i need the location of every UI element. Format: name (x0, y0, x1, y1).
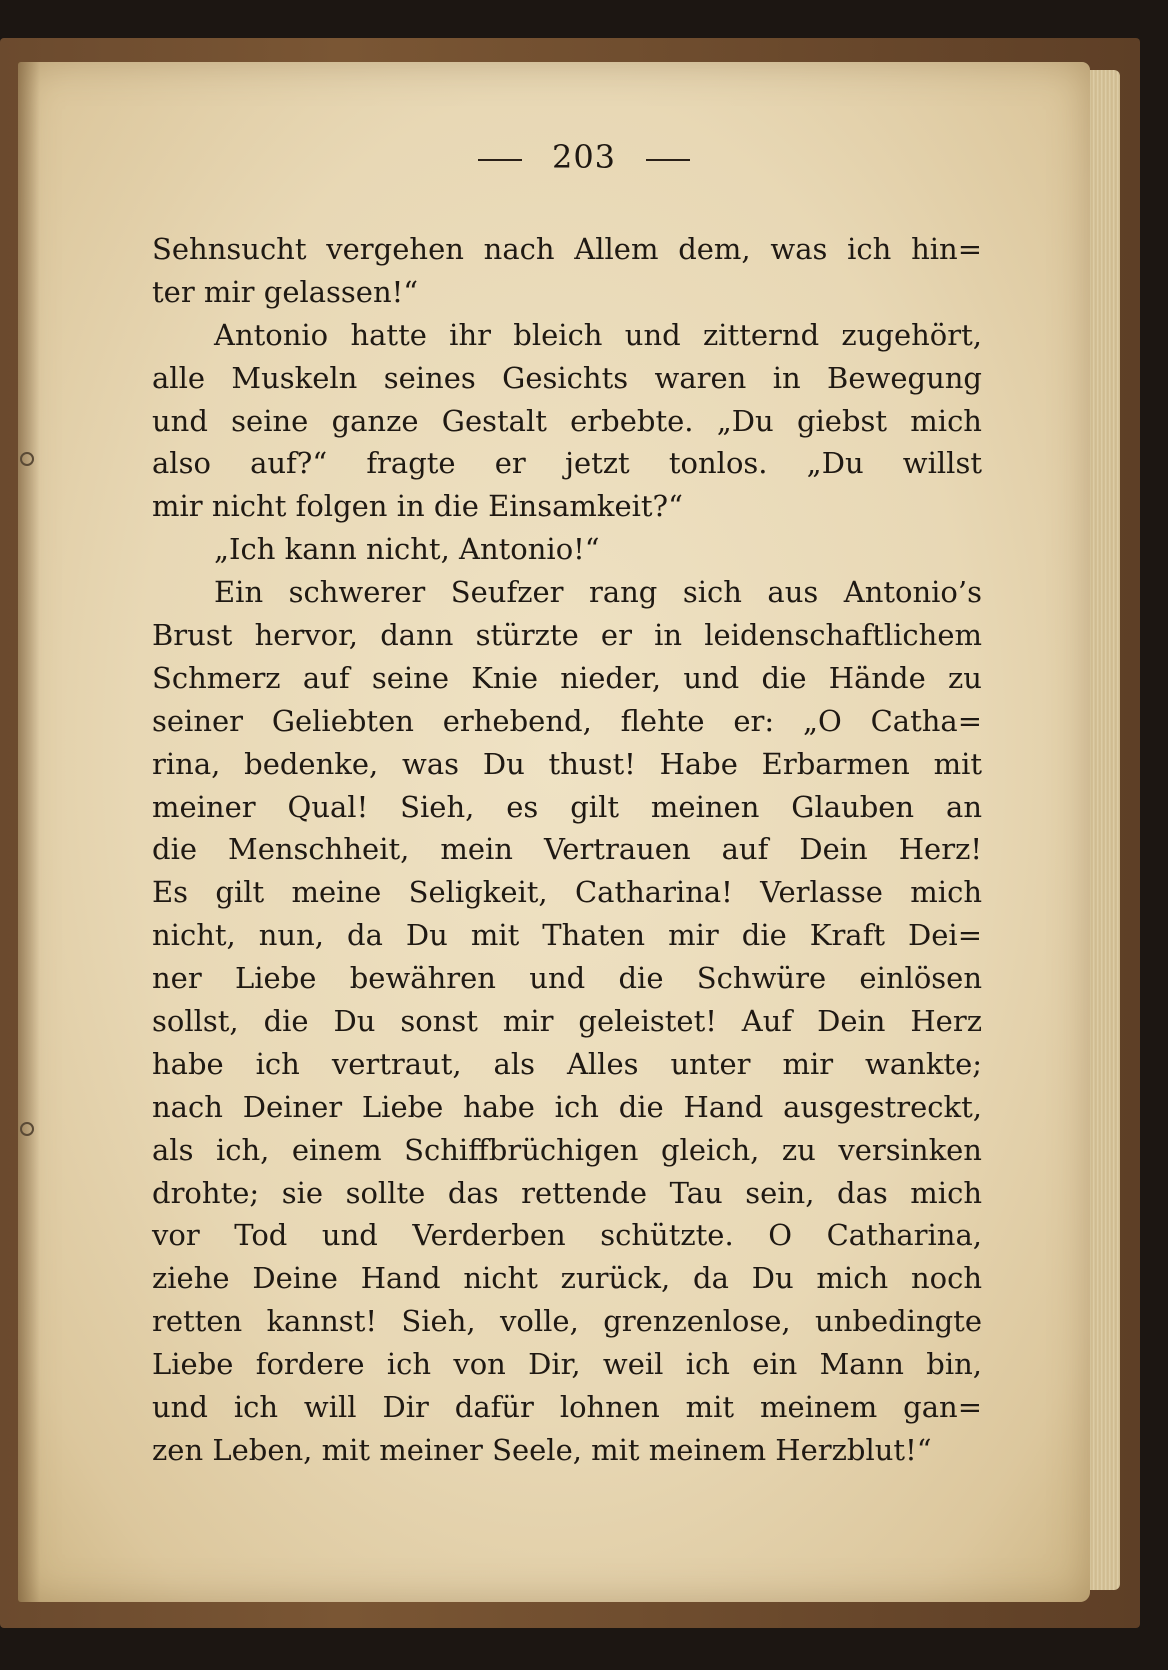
header-dash-left (478, 159, 522, 161)
text-line: Brust hervor, dann stürzte er in leidenschaftlichem (152, 618, 982, 653)
text-line: als ich, einem Schiffbrüchigen gleich, zu versinken (152, 1132, 982, 1167)
text-line: ter mir gelassen!“ (152, 274, 419, 309)
text-line: Ein schwerer Seufzer rang sich aus Antonio’s (214, 575, 982, 610)
text-line: die Menschheit, mein Vertrauen auf Dein Herz! (152, 832, 982, 867)
text-line: rina, bedenke, was Du thust! Habe Erbarmen mit (152, 746, 982, 781)
text-line: seiner Geliebten erhebend, flehte er: „O Catha= (152, 703, 982, 738)
header-dash-right (646, 159, 690, 161)
text-line: Schmerz auf seine Knie nieder, und die Hände zu (152, 660, 982, 695)
text-line: und seine ganze Gestalt erbebte. „Du giebst mich (152, 403, 982, 438)
text-line: ner Liebe bewähren und die Schwüre einlösen (152, 961, 982, 996)
ring-hole-mark (20, 1122, 34, 1136)
text-line: und ich will Dir dafür lohnen mit meinem gan= (152, 1390, 982, 1425)
text-line: mir nicht folgen in die Einsamkeit?“ (152, 489, 683, 524)
text-line: zen Leben, mit meiner Seele, mit meinem Herzblut!“ (152, 1432, 932, 1467)
text-line: Sehnsucht vergehen nach Allem dem, was ich hin= (152, 232, 982, 266)
text-line: sollst, die Du sonst mir geleistet! Auf Dein Herz (152, 1004, 982, 1039)
text-line: Es gilt meine Seligkeit, Catharina! Verlasse mich (152, 875, 982, 910)
body-text (152, 228, 982, 1472)
page-header (0, 138, 1168, 176)
text-line: retten kannst! Sieh, volle, grenzenlose, unbedingte (152, 1304, 982, 1339)
text-line: vor Tod und Verderben schützte. O Catharina, (152, 1218, 982, 1253)
text-line: habe ich vertraut, als Alles unter mir wankte; (152, 1046, 982, 1081)
text-line: meiner Qual! Sieh, es gilt meinen Glauben an (152, 789, 982, 824)
text-line: drohte; sie sollte das rettende Tau sein, das mich (152, 1175, 982, 1210)
text-line: nach Deiner Liebe habe ich die Hand ausgestreckt, (152, 1089, 982, 1124)
page-number: 203 (551, 138, 617, 176)
text-line: also auf?“ fragte er jetzt tonlos. „Du willst (152, 446, 982, 481)
page-gutter-shadow (18, 62, 40, 1602)
text-line: alle Muskeln seines Gesichts waren in Bewegung (152, 360, 982, 395)
text-line: Liebe fordere ich von Dir, weil ich ein Mann bin, (152, 1347, 982, 1382)
text-line: „Ich kann nicht, Antonio!“ (214, 532, 600, 567)
text-line: Antonio hatte ihr bleich und zitternd zugehört, (214, 317, 982, 352)
ring-hole-mark (20, 452, 34, 466)
text-line: nicht, nun, da Du mit Thaten mir die Kraft Dei= (152, 918, 982, 953)
text-line: ziehe Deine Hand nicht zurück, da Du mich noch (152, 1261, 982, 1296)
